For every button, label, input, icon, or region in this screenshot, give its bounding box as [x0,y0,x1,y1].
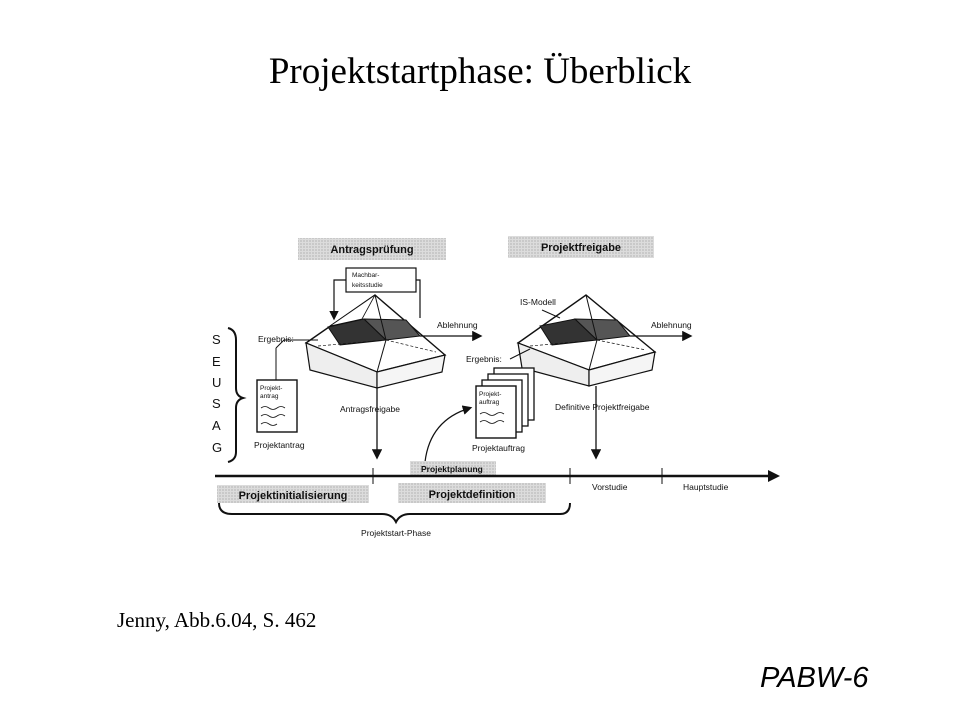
projektantrag-document [257,380,297,432]
projektplanung-label: Projektplanung [421,464,483,474]
seusag-letter: S [212,332,221,347]
hauptstudie-label: Hauptstudie [683,482,729,492]
seusag-letter: A [212,418,221,433]
projektauftrag-doc-line2: auftrag [479,399,500,406]
antragsfreigabe-label: Antragsfreigabe [340,404,401,414]
right-pyramid [518,295,655,386]
projektfreigabe-label: Projektfreigabe [540,242,622,254]
ergebnis-right-label: Ergebnis: [466,354,502,364]
vorstudie-label: Vorstudie [592,482,628,492]
left-pyramid [306,295,445,388]
machbarkeit-line1: Machbar- [352,272,380,279]
seusag-letter: U [212,375,222,390]
projektauftrag-documents [476,368,534,438]
projektauftrag-label: Projektauftrag [472,443,525,453]
projektplanung-arrow [425,408,470,462]
source-citation: Jenny, Abb.6.04, S. 462 [117,608,317,632]
definitive-projektfreigabe-label: Definitive Projektfreigabe [555,402,650,412]
timeline-arrowhead [768,470,780,482]
machbarkeit-line2: keitsstudie [352,282,383,289]
antragspruefung-label: Antragsprüfung [330,244,414,256]
projektinitialisierung-label: Projektinitialisierung [238,490,348,502]
projektantrag-doc-line1: Projekt- [260,385,283,392]
seusag-brace [228,328,243,462]
projektstart-phase-label: Projektstart-Phase [361,528,431,538]
seusag-letter: G [212,440,223,455]
ablehnung-left-label: Ablehnung [437,320,478,330]
machbarkeit-out-line [416,280,420,318]
seusag-list [212,328,243,462]
projektauftrag-doc-line1: Projekt- [479,391,502,398]
machbarkeit-in-arrow [334,280,346,318]
seusag-letter: S [212,396,221,411]
seusag-letter: E [212,354,221,369]
projektstart-brace [219,503,570,522]
is-modell-line [542,310,560,318]
projektdefinition-label: Projektdefinition [428,489,516,501]
projektantrag-doc-line2: antrag [260,393,279,400]
is-modell-label: IS-Modell [520,297,556,307]
ergebnis-left-label: Ergebnis: [258,334,294,344]
projektantrag-label: Projektantrag [254,440,305,450]
page-number: PABW-6 [760,662,869,694]
ablehnung-right-label: Ablehnung [651,320,692,330]
slide-title: Projektstartphase: Überblick [268,51,692,92]
